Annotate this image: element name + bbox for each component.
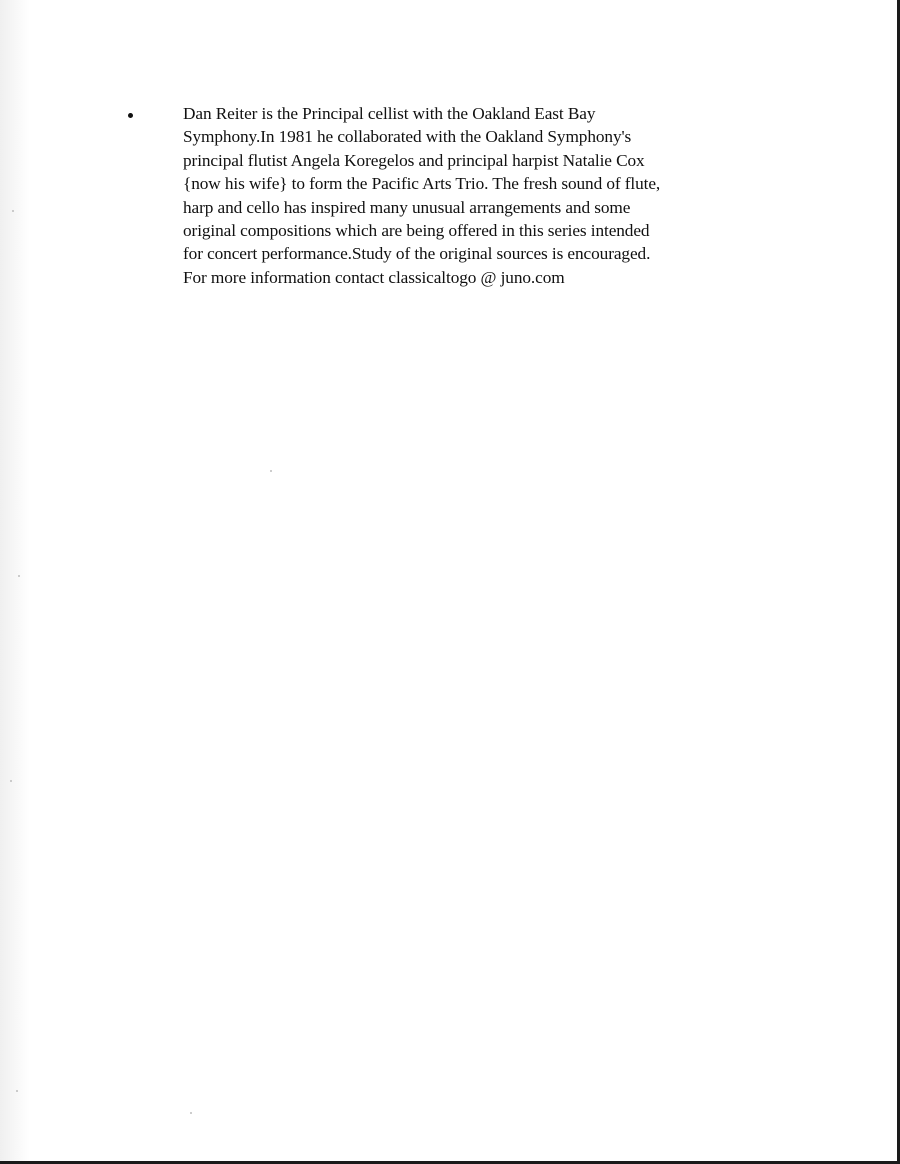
bio-line-8: For more information contact classicaltogo @ juno.com [183, 267, 565, 287]
scan-speck [10, 780, 12, 782]
bio-line-7: for concert performance.Study of the original sources is encouraged. [183, 244, 651, 264]
bullet-icon [128, 113, 133, 118]
bio-line-5: harp and cello has inspired many unusual arrangements and some [183, 197, 631, 217]
scan-speck [12, 210, 14, 212]
bio-line-2: Symphony.In 1981 he collaborated with the Oakland Symphony's [183, 127, 632, 147]
bio-line-1: Dan Reiter is the Principal cellist with the Oakland East Bay [183, 104, 596, 123]
bio-paragraph [183, 102, 783, 289]
scan-speck [18, 575, 20, 577]
bio-line-3: principal flutist Angela Koregelos and principal harpist Natalie Cox [183, 150, 645, 170]
scan-speck [16, 1090, 18, 1092]
bio-bullet-item [128, 102, 783, 289]
scan-speck [190, 1112, 192, 1114]
scan-edge-shadow [0, 0, 30, 1161]
scan-speck [270, 470, 272, 472]
bio-line-4: {now his wife} to form the Pacific Arts Trio. The fresh sound of flute, [183, 174, 661, 194]
bio-line-6: original compositions which are being offered in this series intended [183, 221, 650, 241]
